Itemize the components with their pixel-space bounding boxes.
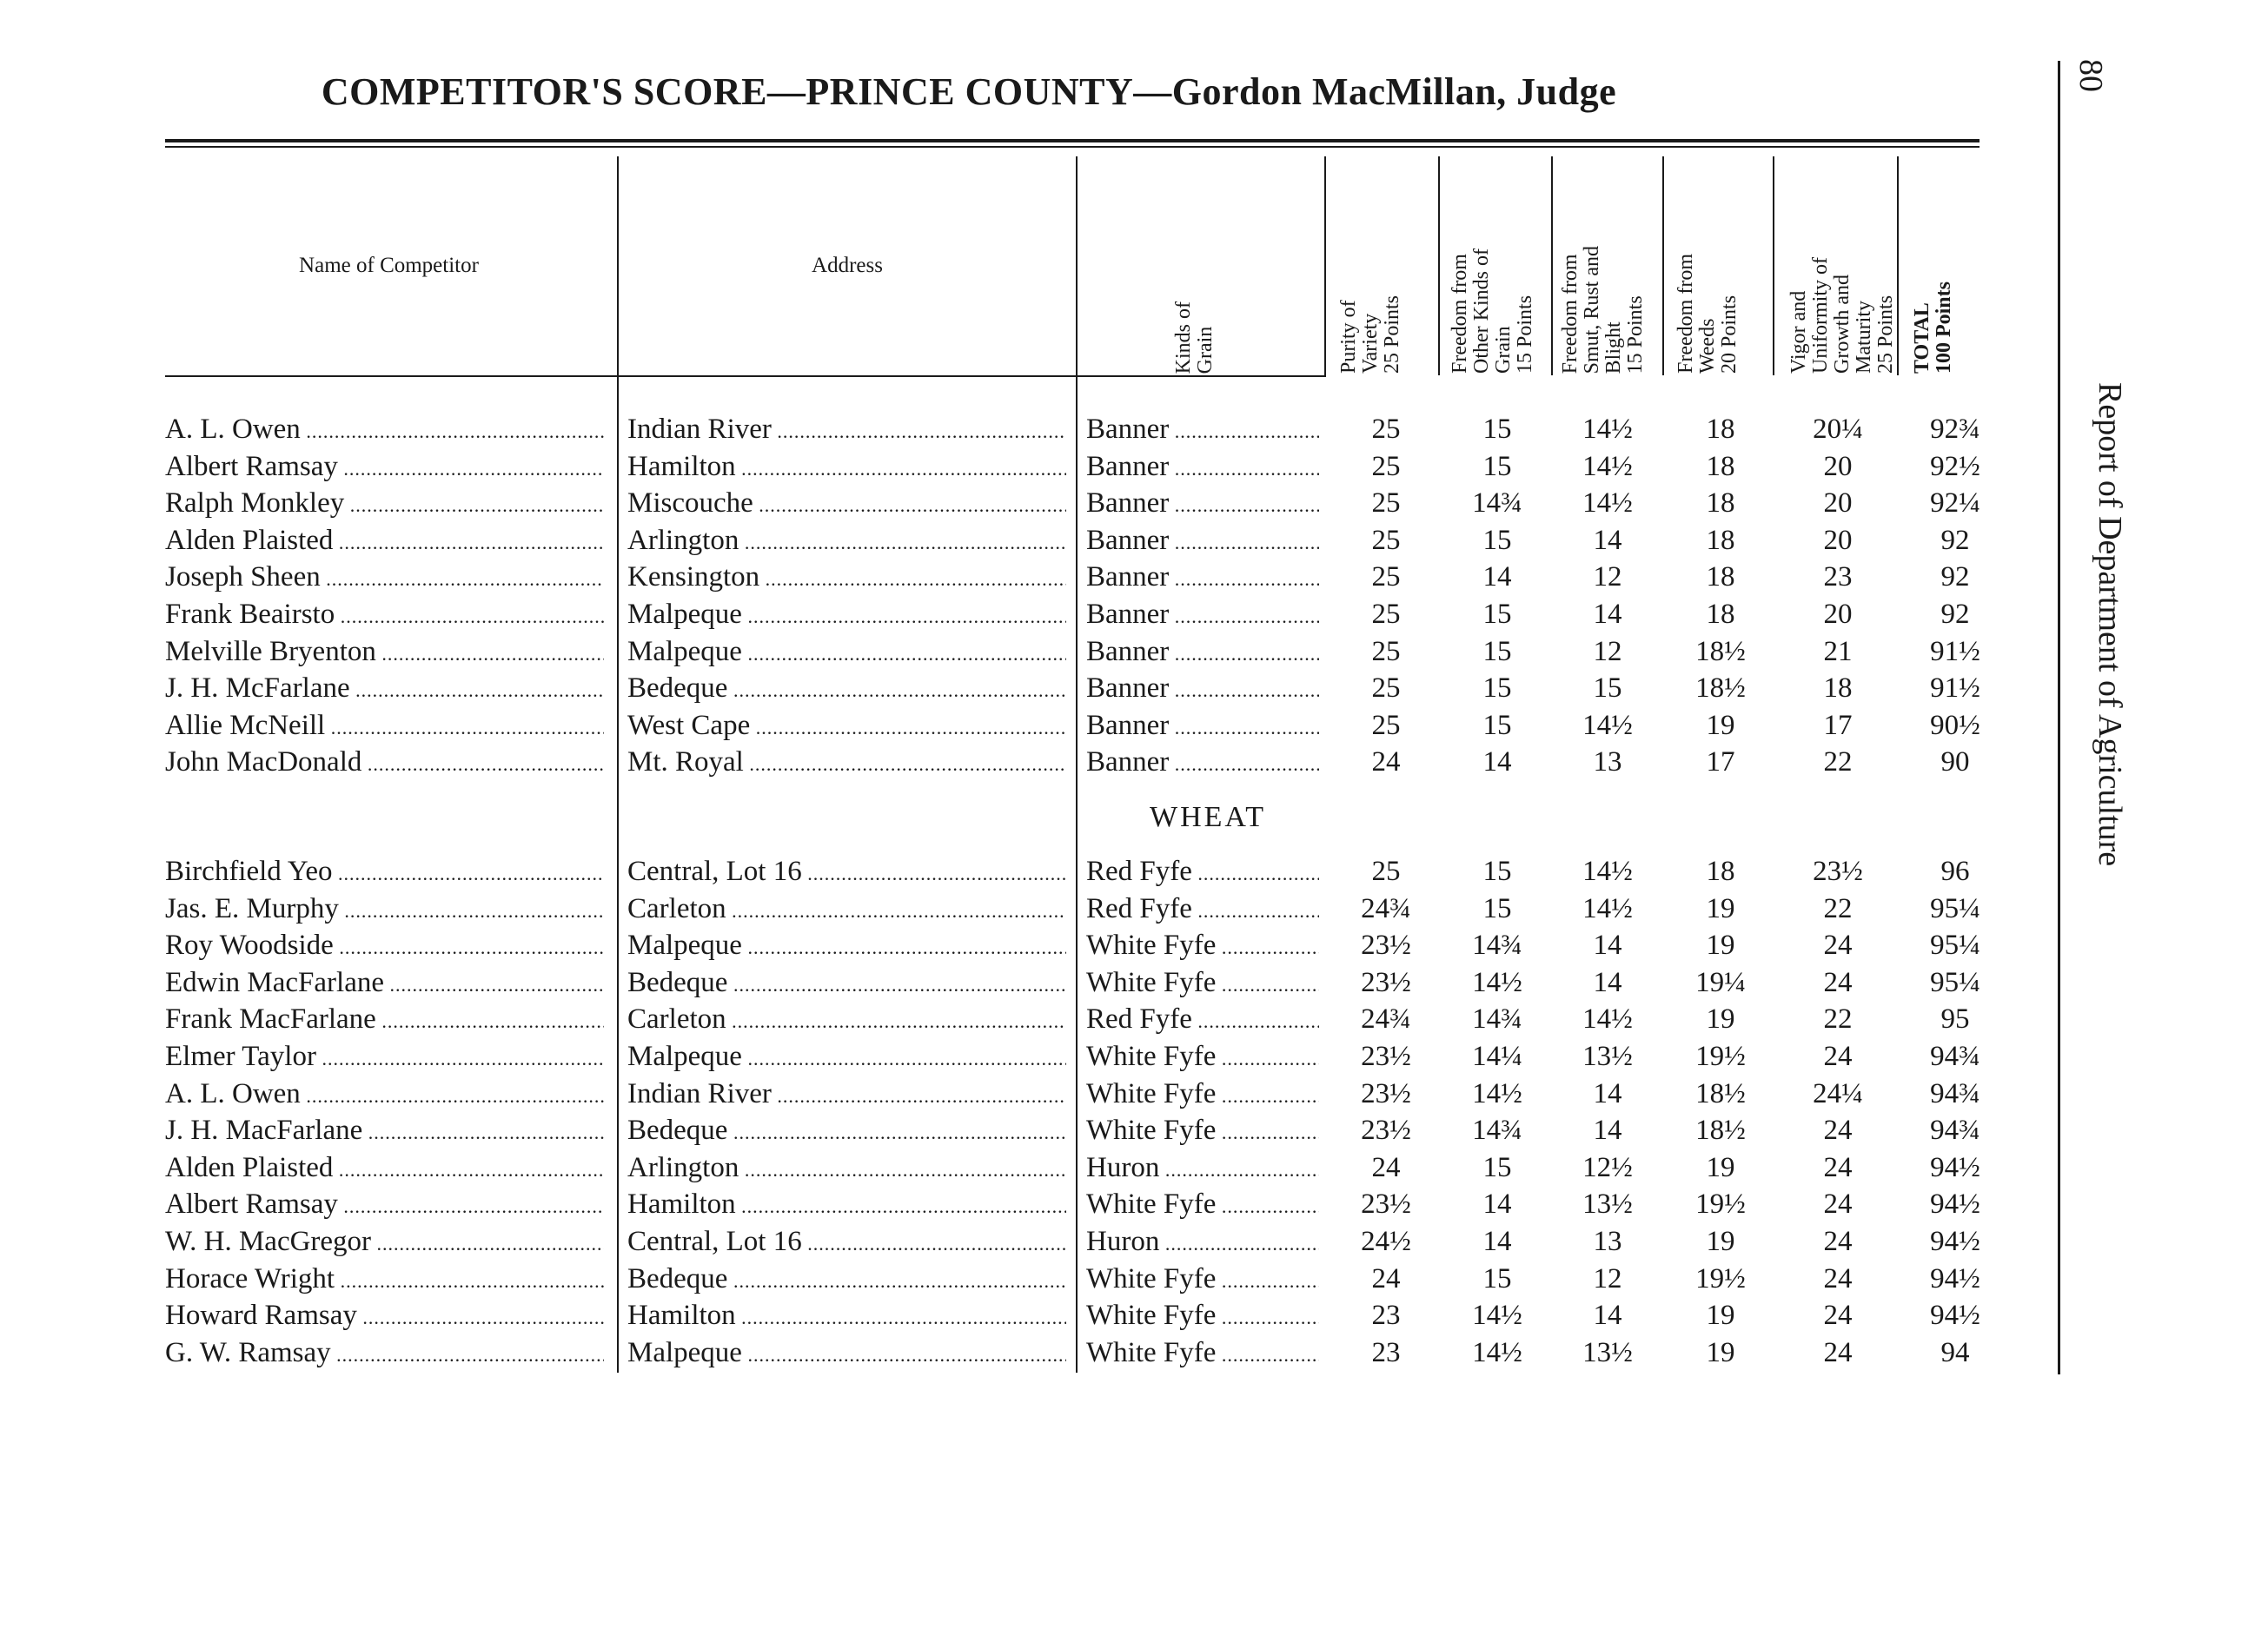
cell-other: 14 [1482,1226,1512,1257]
cell-other: 14¾ [1472,930,1522,962]
cell-purity: 24¾ [1361,1003,1411,1036]
cell-vigor: 20 [1823,450,1853,482]
cell-kind: Huron ..... [1086,1149,1319,1188]
cell-name: Edwin MacFarlane ..... [165,964,604,1003]
cell-other: 15 [1482,1151,1512,1183]
cell-weeds: 18½ [1695,1077,1746,1109]
column-divider [1324,156,1326,375]
cell-weeds: 18½ [1695,635,1746,667]
cell-smut: 12 [1593,635,1622,667]
cell-address: Miscouche ..... [627,485,1066,524]
cell-smut: 14½ [1582,1003,1633,1036]
cell-total: 94½ [1930,1262,1980,1294]
cell-name: Albert Ramsay ..... [165,1186,604,1225]
header-rule-thin [165,146,1980,148]
cell-kind: Banner ..... [1086,559,1319,598]
cell-weeds: 19½ [1695,1041,1746,1072]
cell-kind: Huron ..... [1086,1223,1319,1262]
cell-other: 15 [1482,450,1512,482]
table-row [0,1186,1999,1222]
cell-weeds: 19 [1706,930,1735,962]
cell-vigor: 24 [1823,1226,1853,1257]
table-row [0,670,1999,706]
cell-name: Jas. E. Murphy ..... [165,891,604,930]
cell-name: Alden Plaisted ..... [165,1149,604,1188]
cell-vigor: 23 [1823,561,1853,593]
cell-smut: 13½ [1582,1336,1633,1368]
page-title: COMPETITOR'S SCORE—PRINCE COUNTY—Gordon MacMillan, Judge [321,70,1617,113]
cell-purity: 25 [1371,635,1401,667]
cell-weeds: 19 [1706,1336,1735,1368]
cell-other: 14½ [1472,1336,1522,1368]
cell-vigor: 24 [1823,1041,1853,1072]
cell-address: Malpeque ..... [627,927,1066,966]
cell-other: 14½ [1472,966,1522,998]
cell-kind: White Fyfe ..... [1086,1112,1319,1151]
cell-weeds: 18½ [1695,1115,1746,1147]
cell-name: Frank MacFarlane ..... [165,1001,604,1040]
cell-name: Joseph Sheen ..... [165,559,604,598]
cell-smut: 14½ [1582,856,1633,887]
cell-vigor: 24 [1823,1300,1853,1332]
cell-purity: 25 [1371,672,1401,705]
cell-total: 95¼ [1930,966,1980,998]
cell-vigor: 24¼ [1813,1077,1863,1109]
cell-total: 94½ [1930,1151,1980,1183]
table-row [0,1076,1999,1112]
cell-address: Indian River ..... [627,1076,1066,1115]
header-address: Address [812,254,883,277]
cell-address: Indian River ..... [627,411,1066,450]
cell-weeds: 18 [1706,450,1735,482]
cell-total: 94 [1940,1336,1970,1368]
cell-total: 94½ [1930,1226,1980,1257]
table-row [0,1149,1999,1186]
cell-name: J. H. MacFarlane ..... [165,1112,604,1151]
table-row [0,411,1999,447]
cell-vigor: 17 [1823,709,1853,741]
cell-smut: 15 [1593,672,1622,705]
cell-name: J. H. McFarlane ..... [165,670,604,709]
table-row [0,596,1999,632]
header-name: Name of Competitor [299,254,479,277]
cell-weeds: 18 [1706,856,1735,887]
cell-smut: 12 [1593,1262,1622,1294]
cell-weeds: 19 [1706,1151,1735,1183]
cell-name: A. L. Owen ..... [165,1076,604,1115]
cell-kind: White Fyfe ..... [1086,1261,1319,1300]
side-title: Report of Department of Agriculture [2092,382,2128,867]
cell-address: Bedeque ..... [627,1112,1066,1151]
cell-kind: White Fyfe ..... [1086,1076,1319,1115]
cell-other: 14 [1482,1188,1512,1221]
cell-smut: 14 [1593,966,1622,998]
column-divider [1897,156,1899,375]
cell-address: Central, Lot 16 ..... [627,1223,1066,1262]
cell-address: Hamilton ..... [627,1297,1066,1336]
cell-smut: 14½ [1582,892,1633,924]
cell-address: Carleton ..... [627,891,1066,930]
cell-total: 92 [1940,599,1970,630]
cell-total: 92 [1940,561,1970,593]
cell-vigor: 23½ [1813,856,1863,887]
cell-weeds: 19½ [1695,1262,1746,1294]
cell-smut: 13 [1593,746,1622,778]
cell-kind: Banner ..... [1086,707,1319,746]
cell-name: Allie McNeill ..... [165,707,604,746]
cell-total: 94½ [1930,1188,1980,1221]
cell-vigor: 20 [1823,599,1853,630]
cell-purity: 23½ [1361,1188,1411,1221]
cell-kind: Banner ..... [1086,485,1319,524]
cell-smut: 12 [1593,561,1622,593]
cell-kind: Red Fyfe ..... [1086,891,1319,930]
cell-weeds: 18 [1706,561,1735,593]
cell-vigor: 24 [1823,930,1853,962]
cell-total: 94¾ [1930,1115,1980,1147]
cell-weeds: 19¼ [1695,966,1746,998]
header-other-kinds: Freedom from Other Kinds of Grain 15 Points [1449,248,1536,374]
cell-vigor: 24 [1823,1262,1853,1294]
column-divider [1438,156,1440,375]
cell-vigor: 20¼ [1813,414,1863,445]
cell-total: 92½ [1930,450,1980,482]
header-vigor: Vigor and Uniformity of Growth and Maturity 25 Points [1787,257,1897,374]
table-row [0,1334,1999,1371]
cell-weeds: 19 [1706,892,1735,924]
cell-smut: 14½ [1582,414,1633,445]
cell-name: Albert Ramsay ..... [165,448,604,487]
cell-other: 15 [1482,892,1512,924]
cell-other: 15 [1482,1262,1512,1294]
cell-vigor: 22 [1823,1003,1853,1036]
column-divider [1773,156,1774,375]
table-row [0,1112,1999,1149]
cell-weeds: 18 [1706,487,1735,520]
cell-address: Hamilton ..... [627,1186,1066,1225]
cell-name: W. H. MacGregor ..... [165,1223,604,1262]
cell-total: 95 [1940,1003,1970,1036]
cell-kind: White Fyfe ..... [1086,964,1319,1003]
cell-kind: Banner ..... [1086,522,1319,561]
cell-weeds: 17 [1706,746,1735,778]
cell-purity: 23½ [1361,1077,1411,1109]
header-total: TOTAL 100 Points [1911,281,1955,374]
cell-smut: 12½ [1582,1151,1633,1183]
cell-address: Arlington ..... [627,1149,1066,1188]
cell-vigor: 21 [1823,635,1853,667]
cell-name: Birchfield Yeo ..... [165,853,604,892]
cell-purity: 25 [1371,414,1401,445]
cell-name: John MacDonald ..... [165,744,604,783]
cell-smut: 14 [1593,599,1622,630]
cell-name: G. W. Ramsay ..... [165,1334,604,1374]
cell-smut: 13½ [1582,1188,1633,1221]
cell-other: 14½ [1472,1077,1522,1109]
cell-other: 14¾ [1472,487,1522,520]
cell-kind: White Fyfe ..... [1086,1334,1319,1374]
side-rule [2058,61,2060,1374]
cell-total: 91½ [1930,635,1980,667]
cell-smut: 14 [1593,930,1622,962]
cell-smut: 13½ [1582,1041,1633,1072]
cell-total: 91½ [1930,672,1980,705]
cell-purity: 23½ [1361,966,1411,998]
cell-total: 94¾ [1930,1077,1980,1109]
cell-total: 95¼ [1930,930,1980,962]
table-row [0,853,1999,890]
column-divider [1662,156,1664,375]
cell-total: 90½ [1930,709,1980,741]
cell-purity: 23 [1371,1300,1401,1332]
table-row [0,1223,1999,1260]
table-row [0,448,1999,485]
cell-address: Central, Lot 16 ..... [627,853,1066,892]
cell-name: Howard Ramsay ..... [165,1297,604,1336]
cell-vigor: 24 [1823,1151,1853,1183]
cell-name: Roy Woodside ..... [165,927,604,966]
table-row [0,964,1999,1001]
column-divider [1551,156,1553,375]
cell-address: Kensington ..... [627,559,1066,598]
cell-other: 14¾ [1472,1115,1522,1147]
cell-smut: 14 [1593,1300,1622,1332]
cell-purity: 23½ [1361,1041,1411,1072]
cell-smut: 14 [1593,1077,1622,1109]
cell-smut: 14½ [1582,450,1633,482]
cell-kind: Banner ..... [1086,448,1319,487]
cell-weeds: 19 [1706,709,1735,741]
cell-address: Mt. Royal ..... [627,744,1066,783]
cell-purity: 23½ [1361,1115,1411,1147]
cell-other: 14½ [1472,1300,1522,1332]
cell-other: 15 [1482,599,1512,630]
cell-total: 94¾ [1930,1041,1980,1072]
cell-total: 96 [1940,856,1970,887]
cell-purity: 25 [1371,856,1401,887]
cell-other: 14 [1482,561,1512,593]
cell-other: 14¾ [1472,1003,1522,1036]
cell-name: Horace Wright ..... [165,1261,604,1300]
cell-vigor: 22 [1823,746,1853,778]
cell-kind: Banner ..... [1086,744,1319,783]
cell-purity: 24 [1371,746,1401,778]
cell-kind: Red Fyfe ..... [1086,853,1319,892]
table-row [0,744,1999,780]
cell-other: 15 [1482,672,1512,705]
cell-address: Hamilton ..... [627,448,1066,487]
table-row [0,891,1999,927]
cell-kind: White Fyfe ..... [1086,1038,1319,1077]
header-smut: Freedom from Smut, Rust and Blight 15 Points [1559,245,1647,374]
cell-total: 90 [1940,746,1970,778]
cell-smut: 14½ [1582,709,1633,741]
cell-other: 15 [1482,635,1512,667]
cell-smut: 14½ [1582,487,1633,520]
table-row [0,1038,1999,1075]
cell-address: Carleton ..... [627,1001,1066,1040]
header-weeds: Freedom from Weeds 20 Points [1674,254,1741,374]
cell-kind: Banner ..... [1086,670,1319,709]
section-label-wheat: WHEAT [1150,801,1266,833]
cell-weeds: 19 [1706,1300,1735,1332]
cell-other: 15 [1482,709,1512,741]
cell-vigor: 20 [1823,524,1853,556]
cell-purity: 25 [1371,561,1401,593]
cell-purity: 24¾ [1361,892,1411,924]
cell-purity: 25 [1371,487,1401,520]
cell-vigor: 24 [1823,1115,1853,1147]
cell-address: Malpeque ..... [627,633,1066,672]
cell-other: 15 [1482,414,1512,445]
table-row [0,522,1999,559]
header-rule [165,139,1980,142]
cell-vigor: 18 [1823,672,1853,705]
table-row [0,707,1999,744]
cell-purity: 24½ [1361,1226,1411,1257]
cell-purity: 24 [1371,1151,1401,1183]
cell-other: 14¼ [1472,1041,1522,1072]
cell-weeds: 18 [1706,414,1735,445]
cell-vigor: 24 [1823,1336,1853,1368]
cell-kind: Banner ..... [1086,411,1319,450]
cell-kind: Red Fyfe ..... [1086,1001,1319,1040]
cell-name: Alden Plaisted ..... [165,522,604,561]
cell-name: Frank Beairsto ..... [165,596,604,635]
cell-address: West Cape ..... [627,707,1066,746]
cell-kind: Banner ..... [1086,633,1319,672]
table-row [0,633,1999,670]
header-kinds: Kinds of Grain [1172,301,1217,374]
table-row [0,1001,1999,1037]
cell-weeds: 19 [1706,1226,1735,1257]
cell-smut: 14 [1593,1115,1622,1147]
cell-weeds: 18 [1706,524,1735,556]
cell-address: Bedeque ..... [627,1261,1066,1300]
cell-address: Malpeque ..... [627,1038,1066,1077]
page-number: 80 [2072,59,2109,92]
table-row [0,559,1999,595]
cell-total: 94½ [1930,1300,1980,1332]
cell-other: 15 [1482,524,1512,556]
cell-total: 92¾ [1930,414,1980,445]
header-purity: Purity of Variety 25 Points [1337,295,1403,374]
cell-weeds: 19½ [1695,1188,1746,1221]
table-row [0,1297,1999,1334]
cell-address: Arlington ..... [627,522,1066,561]
cell-vigor: 24 [1823,1188,1853,1221]
header-separator [165,375,1326,377]
cell-total: 95¼ [1930,892,1980,924]
cell-other: 14 [1482,746,1512,778]
cell-kind: White Fyfe ..... [1086,1297,1319,1336]
cell-weeds: 19 [1706,1003,1735,1036]
cell-kind: White Fyfe ..... [1086,1186,1319,1225]
cell-address: Malpeque ..... [627,1334,1066,1374]
cell-total: 92¼ [1930,487,1980,520]
table-row [0,927,1999,963]
cell-smut: 14 [1593,524,1622,556]
cell-name: Ralph Monkley ..... [165,485,604,524]
cell-address: Bedeque ..... [627,670,1066,709]
cell-purity: 25 [1371,599,1401,630]
cell-purity: 23 [1371,1336,1401,1368]
cell-vigor: 24 [1823,966,1853,998]
table-row [0,1261,1999,1297]
cell-purity: 25 [1371,450,1401,482]
cell-name: Elmer Taylor ..... [165,1038,604,1077]
cell-purity: 23½ [1361,930,1411,962]
cell-name: A. L. Owen ..... [165,411,604,450]
cell-address: Bedeque ..... [627,964,1066,1003]
cell-weeds: 18 [1706,599,1735,630]
cell-address: Malpeque ..... [627,596,1066,635]
cell-purity: 25 [1371,709,1401,741]
cell-vigor: 22 [1823,892,1853,924]
table-row [0,485,1999,521]
cell-purity: 25 [1371,524,1401,556]
cell-purity: 24 [1371,1262,1401,1294]
cell-weeds: 18½ [1695,672,1746,705]
cell-other: 15 [1482,856,1512,887]
cell-name: Melville Bryenton ..... [165,633,604,672]
cell-kind: White Fyfe ..... [1086,927,1319,966]
cell-total: 92 [1940,524,1970,556]
cell-smut: 13 [1593,1226,1622,1257]
cell-vigor: 20 [1823,487,1853,520]
cell-kind: Banner ..... [1086,596,1319,635]
